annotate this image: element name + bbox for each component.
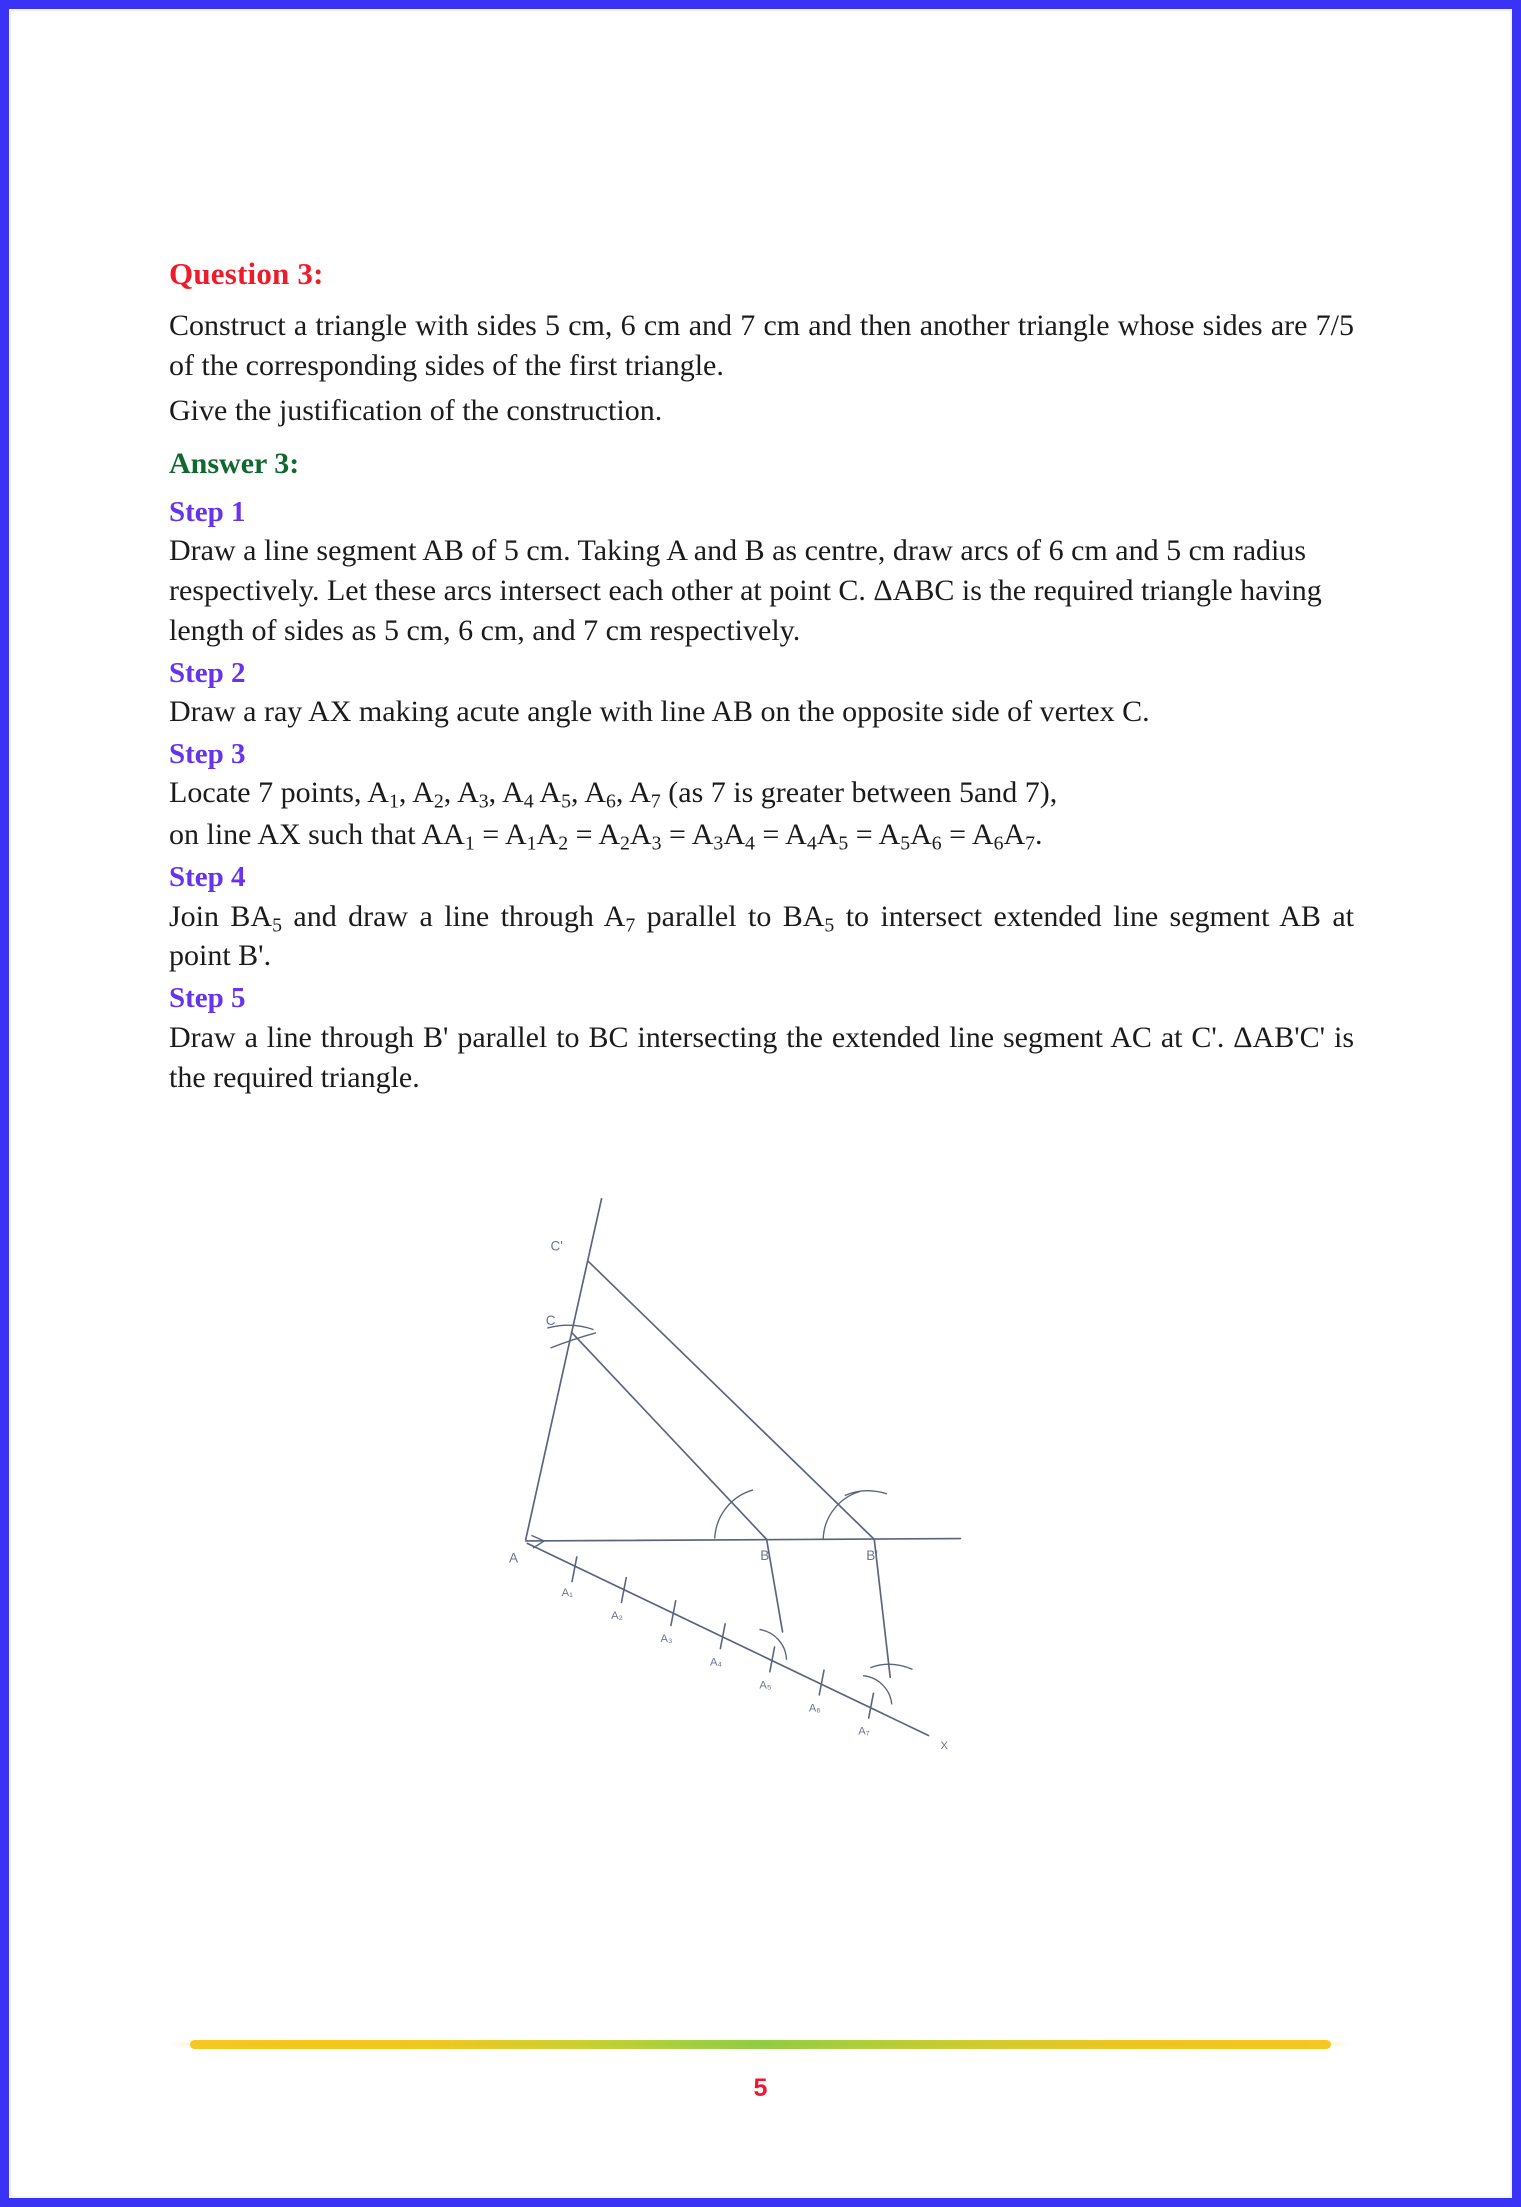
angle-arc-bprime — [823, 1492, 860, 1539]
label-a6: A₆ — [808, 1703, 821, 1716]
step-3-line-2: on line AX such that $AA_1 = A_1A_2 = A_2A_3 = A_3A_4 = A_4A_5 = A_5A_6 = A_6A_7$. — [169, 818, 1043, 855]
tick-a7 — [869, 1694, 874, 1719]
label-c-prime: C' — [550, 1239, 563, 1255]
step-3-line-1: Locate 7 points, $A_1$, $A_2$, $A_3$, $A_4$ $A_5$, $A_6$, $A_7$ (as 7 is greater between 5and 7), — [169, 776, 1058, 813]
question-paragraph-1: Construct a triangle with sides 5 cm, 6 cm and 7 cm and then another triangle whose sides are 7/5 of the corresponding sides of the first triangle. — [169, 308, 1354, 382]
step-2-text: Draw a ray AX making acute angle with line AB on the opposite side of vertex C. — [169, 695, 1150, 729]
question-heading: Question 3: — [169, 256, 324, 291]
line-cb — [572, 1333, 767, 1540]
arc-a7-path — [863, 1676, 892, 1705]
step-5-heading: Step 5 — [169, 982, 246, 1015]
construction-figure — [169, 1151, 1369, 1781]
step-4-heading: Step 4 — [169, 861, 246, 894]
tick-marks-ax — [572, 1557, 873, 1718]
label-a4: A₄ — [709, 1656, 722, 1669]
line-ab-extended — [526, 1539, 961, 1541]
ray-ax — [527, 1544, 928, 1739]
label-b: B — [760, 1548, 770, 1564]
label-x: X — [940, 1740, 948, 1753]
arc-marks-c — [547, 1326, 596, 1349]
question-paragraph-2: Give the justification of the construction. — [169, 394, 663, 428]
step-1-text: Draw a line segment AB of 5 cm. Taking A and B as centre, draw arcs of 6 cm and 5 cm radius respectively. Let these arcs intersect each other at point C. ΔABC is the required triangle having length of sides as 5 cm, 6 cm, and 7 cm respectively. — [169, 534, 1322, 647]
construction-svg — [169, 1151, 1369, 1781]
step-4-text: Join $BA_5$ and draw a line through $A_7$ parallel to $BA_5$ to intersect extended line segment AB at point B'. — [169, 899, 1354, 973]
label-a2: A₂ — [611, 1610, 623, 1623]
page-footer — [20, 2040, 1501, 2130]
arc-a7-cross — [870, 1665, 912, 1670]
step-1-heading: Step 1 — [169, 495, 246, 528]
arc-a7 — [863, 1665, 912, 1705]
label-a5: A₅ — [759, 1679, 772, 1692]
step-3-heading: Step 3 — [169, 738, 246, 771]
footer-divider — [190, 2040, 1331, 2049]
label-a7: A₇ — [858, 1726, 870, 1739]
angle-arc-b — [715, 1490, 753, 1539]
tick-a1 — [572, 1557, 577, 1582]
step-5-text: Draw a line through B' parallel to BC intersecting the extended line segment AC at C'. ΔAB'C' is the required triangle. — [169, 1020, 1354, 1094]
figure-lines — [526, 1199, 961, 1739]
document-content — [169, 256, 1369, 1781]
label-b-prime: B' — [866, 1548, 878, 1564]
label-a3: A₃ — [660, 1633, 673, 1646]
label-c: C — [545, 1313, 556, 1329]
step-2-heading: Step 2 — [169, 656, 246, 689]
page-sheet — [9, 9, 1512, 2198]
label-a: A — [509, 1550, 519, 1566]
label-a1: A₁ — [561, 1587, 573, 1600]
arc-b — [715, 1490, 753, 1539]
tick-a6 — [819, 1671, 824, 1696]
page-number: 5 — [753, 2074, 768, 2102]
line-ac-extended — [526, 1199, 602, 1540]
line-cprime-bprime — [588, 1261, 874, 1539]
arc-bprime — [823, 1492, 860, 1539]
answer-heading: Answer 3: — [169, 447, 300, 481]
